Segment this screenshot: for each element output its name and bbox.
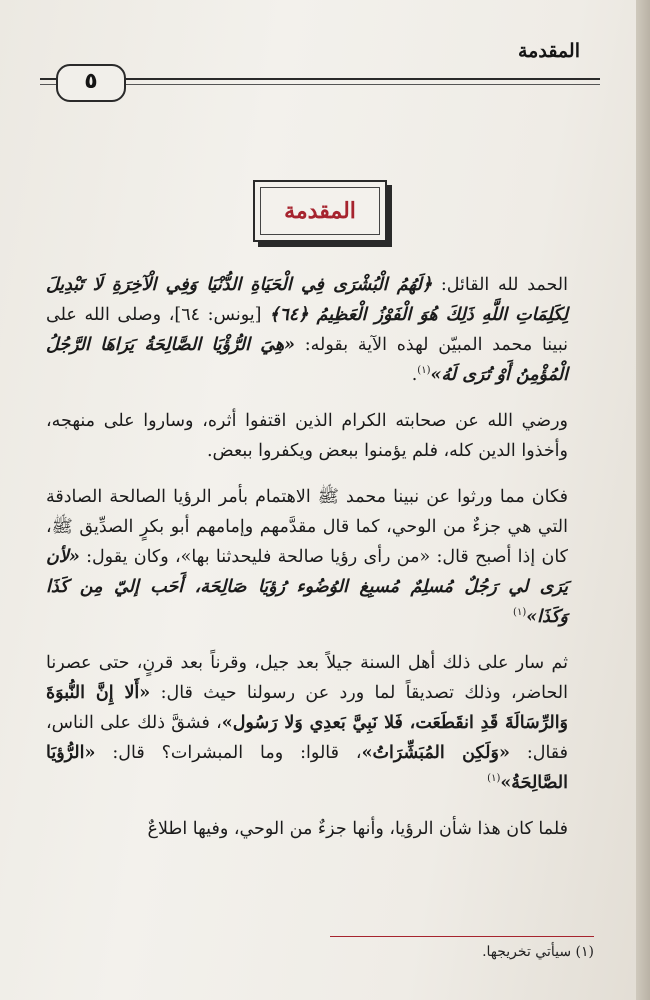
section-title-frame (253, 180, 387, 242)
p3-quote: «لأن يَرَى لي رَجُلٌ مُسلِمٌ مُسبِغ الوُضُوء رُؤيَا صَالِحَة، أَحَب إليّ مِن كَذَا وَكَذَا» (46, 547, 568, 627)
footnote-ref: (١) (487, 773, 501, 785)
page-edge (636, 0, 650, 1000)
footnote-ref: (١) (513, 607, 527, 619)
p1-text-b: [يونس: ٦٤]، وصلى الله على نبينا محمد المبيّن لهذه الآية بقوله: (46, 305, 568, 355)
p4-hadith-1: «أَلا إِنَّ النُّبوَةَ وَالرِّسَالَةَ قَدِ انقَطَعَت، فَلا نَبِيَّ بَعدِي وَلا رَسُول» (46, 683, 569, 733)
paragraph-1 (46, 270, 594, 390)
hadith-quote: «هِيَ الرُّؤْيَا الصَّالِحَةُ يَرَاهَا الرَّجُلُ الْمُؤْمِنُ أَوْ تُرَى لَهُ» (46, 335, 568, 385)
p1-end: . (411, 365, 418, 385)
p4-hadith-3: «الرُّؤيَا الصَّالِحَةُ» (46, 743, 568, 793)
p4-text-c: ، قالوا: وما المبشرات؟ قال: (95, 743, 362, 763)
p1-text-a: الحمد لله القائل: (432, 275, 568, 295)
page-number: ٥ (56, 64, 126, 102)
paragraph-5: فلما كان هذا شأن الرؤيا، وأنها جزءٌ من الوحي، وفيها اطلاعٌ (147, 819, 568, 839)
paragraph-2: ورضي الله عن صحابته الكرام الذين اقتفوا أثره، وساروا على منهجه، وأخذوا الدين كله، فلم يؤمنوا ببعض ويكفروا ببعض. (46, 411, 568, 461)
p3-text: فكان مما ورثوا عن نبينا محمد ﷺ الاهتمام بأمر الرؤيا الصالحة الصادقة التي هي جزءٌ من الوحي، كما قال مقدَّمهم وإمامهم أبو بكرٍ الصدِّيق ﷺ، كان إذا أصبح قال: «من رأى رؤيا صالحة فليحدثنا بها»، وكان يقول: (46, 487, 568, 567)
quran-verse: ﴿لَهُمُ الْبُشْرَى فِي الْحَيَاةِ الدُّنْيَا وَفِي الْآخِرَةِ لَا تَبْدِيلَ لِكَلِمَاتِ اللَّهِ ذَلِكَ هُوَ الْفَوْزُ الْعَظِيمُ ﴿٦٤﴾ (46, 275, 568, 325)
section-title: المقدمة (260, 187, 380, 235)
p4-text-b: ، فشقَّ ذلك على الناس، فقال: (46, 713, 568, 763)
body-text (46, 270, 594, 860)
p4-hadith-2: «وَلَكِن المُبَشِّرَاتُ» (361, 743, 510, 763)
footnote: (١) سيأتي تخريجها. (482, 944, 594, 960)
footnote-ref: (١) (417, 365, 431, 377)
paragraph-4 (46, 648, 594, 798)
paragraph-3 (46, 482, 594, 632)
running-header-title: المقدمة (517, 40, 580, 62)
p4-text-a: ثم سار على ذلك أهل السنة جيلاً بعد جيل، وقرناً بعد قرنٍ، حتى عصرنا الحاضر، وذلك تصديقاً لما ورد عن رسولنا حيث قال: (46, 653, 569, 703)
footnote-rule (330, 936, 594, 937)
